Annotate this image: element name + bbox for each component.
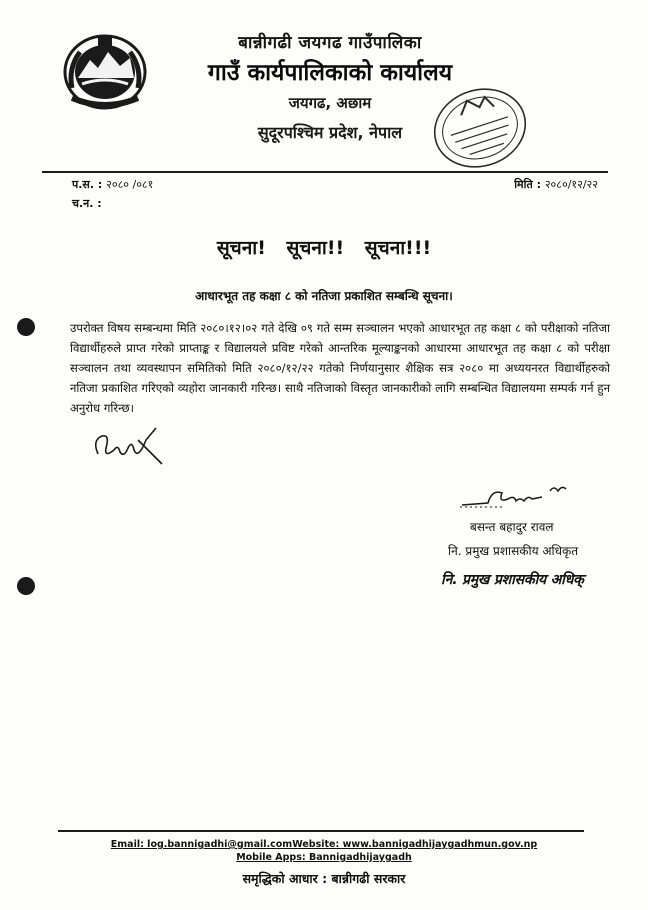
notice-title: सूचना! सूचना!! सूचना!!!: [216, 237, 432, 259]
notice-date-value: २०८०/१२/२२: [544, 178, 598, 191]
reference-number-value: २०८० /०८१: [106, 178, 154, 191]
footer-slogan: समृद्धिको आधार : बान्नीगढी सरकार: [242, 871, 406, 886]
office-stamp-icon: [428, 80, 532, 176]
initial-signature-icon: [88, 420, 168, 470]
designation-stamp: नि. प्रमुख प्रशासकीय अधिक्: [441, 572, 584, 588]
notice-date-label: मिति :: [514, 178, 541, 191]
contact-info: Email: log.bannigadhi@gmail.comWebsite: www.bannigadhijaygadhmun.gov.np: [110, 839, 538, 850]
province-country: सुदूरपश्चिम प्रदेश, नेपाल: [257, 123, 403, 142]
notice-subject: आधारभूत तह कक्षा ८ को नतिजा प्रकाशित सम्बन्धि सूचना।: [195, 289, 453, 303]
signatory-name: बसन्त बहादुर रावल: [470, 520, 554, 534]
official-signature-icon: [458, 477, 572, 511]
footer: [0, 838, 648, 887]
reference-number-label: प.स. :: [72, 178, 103, 191]
header-divider: [42, 171, 608, 173]
punch-hole: [17, 318, 35, 336]
notice-date: [514, 177, 598, 192]
municipality-emblem-icon: [58, 28, 152, 112]
dispatch-number-label: च.न. :: [72, 197, 102, 210]
office-name: गाउँ कार्यपालिकाको कार्यालय: [207, 60, 453, 86]
mobile-apps: Mobile Apps: Bannigadhijaygadh: [236, 852, 412, 863]
office-location: जयगढ, अछाम: [288, 94, 372, 112]
municipality-name: बान्नीगढी जयगढ गाउँपालिका: [238, 33, 422, 53]
signatory-title: नि. प्रमुख प्रशासकीय अधिकृत: [448, 544, 579, 558]
notice-body: उपरोक्त विषय सम्बन्धमा मिति २०८०।१२।०२ गते देखि ०९ गते सम्म सञ्चालन भएको आधारभूत तह कक्षा ८ को परीक्षाको नतिजा विद्यार्थीहरुले प्राप्त गरेको प्राप्ताङ्क र विद्यालयले प्रविष्ट गरेको आन्तरिक मूल्याङ्कनको आधारमा आधारभूत तह कक्षा ८ को परीक्षा सञ्चालन तथा व्यवस्थापन समितिको मिति २०८०/१२/२२ गतेको निर्णयानुसार शैक्षिक सत्र २०८० मा अध्ययनरत विद्यार्थीहरुको नतिजा प्रकाशित गरिएको व्यहोरा जानकारी गरिन्छ। साथै नतिजाको विस्तृत जानकारीको लागि सम्बन्धित विद्यालयमा सम्पर्क गर्न हुन अनुरोध गरिन्छ।: [70, 321, 610, 415]
footer-divider: [58, 830, 584, 832]
punch-hole: [17, 577, 35, 595]
reference-number: [72, 177, 153, 192]
